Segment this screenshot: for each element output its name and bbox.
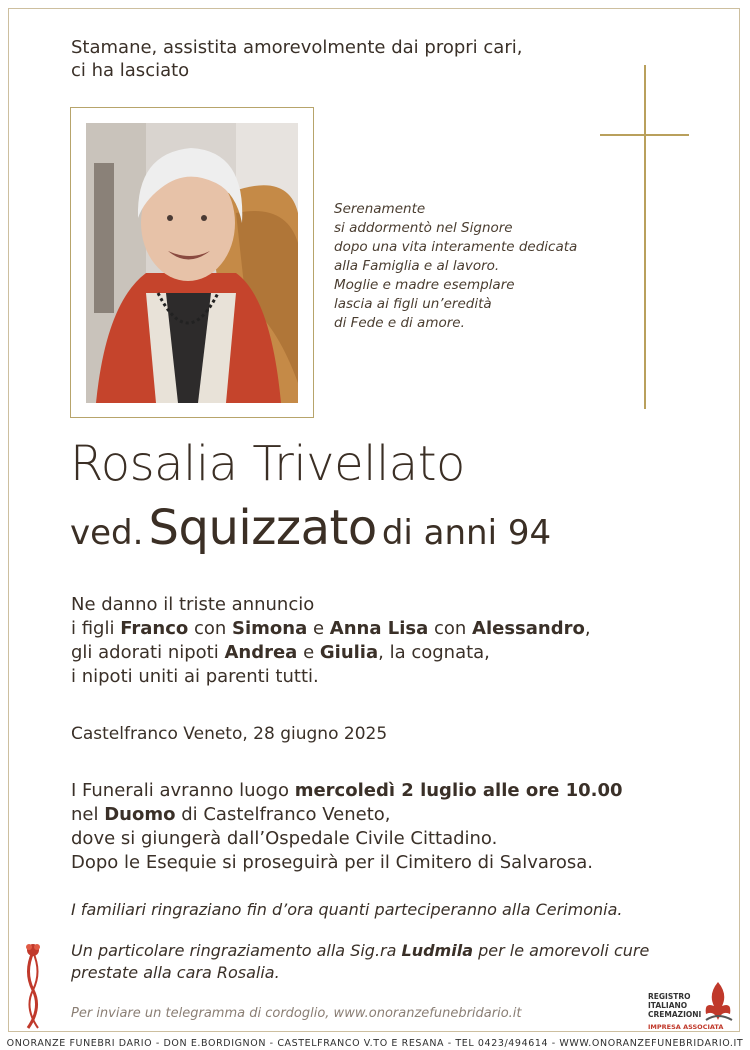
footer-contact: ONORANZE FUNEBRI DARIO - DON E.BORDIGNON - CASTELFRANCO V.TO E RESANA - TEL 0423/494614 - WWW.ONORANZEFUNEBRIDARIO.IT — [6, 1038, 744, 1049]
relative-name: Andrea — [224, 642, 298, 663]
verse-line: lascia ai figli un’eredità — [334, 296, 492, 312]
announcement-line — [71, 617, 591, 641]
relative-name: Giulia — [319, 642, 379, 663]
portrait-illustration — [86, 123, 298, 403]
announcement-text — [71, 593, 591, 689]
text-span: I Funerali avranno luogo — [71, 780, 295, 801]
telegram-link[interactable]: Per inviare un telegramma di cordoglio, www.onoranzefunebridario.it — [71, 1006, 522, 1021]
ved-label: ved. — [70, 513, 144, 553]
text-span: e — [307, 618, 330, 639]
text-span: e — [297, 642, 320, 663]
verse-line: alla Famiglia e al lavoro. — [334, 258, 500, 274]
verse-line: Moglie e madre esemplare — [334, 277, 515, 293]
announcement-line — [71, 641, 591, 665]
deceased-married-name — [70, 500, 551, 556]
place-date: Castelfranco Veneto, 28 giugno 2025 — [71, 724, 388, 744]
intro-line-1: Stamane, assistita amorevolmente dai propri cari, — [71, 37, 523, 58]
thanks-special — [71, 940, 649, 984]
funeral-line: Dopo le Esequie si proseguirà per il Cimitero di Salvarosa. — [71, 852, 594, 873]
portrait-frame — [70, 107, 314, 418]
logo-subtext: IMPRESA ASSOCIATA — [648, 1023, 724, 1031]
relative-name: Anna Lisa — [329, 618, 429, 639]
funeral-line: dove si giungerà dall’Ospedale Civile Cittadino. — [71, 828, 498, 849]
text-span: nel — [71, 804, 105, 825]
deceased-name: Rosalia Trivellato — [70, 436, 465, 492]
intro-line-2: ci ha lasciato — [71, 60, 190, 81]
phoenix-icon — [700, 980, 736, 1024]
thanks-line — [71, 940, 649, 962]
logo-text: ITALIANO — [648, 1001, 688, 1010]
text-span: , la cognata, — [378, 642, 490, 663]
caregiver-name: Ludmila — [401, 941, 473, 960]
funeral-details — [71, 779, 623, 875]
funeral-line — [71, 803, 623, 827]
thanks-line: prestate alla cara Rosalia. — [71, 963, 280, 982]
verse-line: dopo una vita interamente dedicata — [334, 239, 578, 255]
age-label: di anni 94 — [381, 513, 552, 553]
funeral-date-time: mercoledì 2 luglio alle ore 10.00 — [294, 780, 623, 801]
cremation-registry-logo — [644, 978, 742, 1034]
portrait-photo — [86, 123, 298, 403]
announcement-line: i nipoti uniti ai parenti tutti. — [71, 666, 319, 687]
logo-text: CREMAZIONI — [648, 1010, 702, 1019]
verse-line: si addormentò nel Signore — [334, 220, 513, 236]
text-span: , — [584, 618, 591, 639]
funeral-location: Duomo — [104, 804, 176, 825]
logo-text: REGISTRO — [648, 992, 691, 1001]
text-span: gli adorati nipoti — [71, 642, 225, 663]
relative-name: Simona — [232, 618, 308, 639]
text-span: di Castelfranco Veneto, — [175, 804, 391, 825]
verse-line: di Fede e di amore. — [334, 315, 465, 331]
thanks-general: I familiari ringraziano fin d’ora quanti parteciperanno alla Cerimonia. — [71, 900, 623, 919]
text-span: Un particolare ringraziamento alla Sig.ra — [71, 941, 402, 960]
text-span: con — [428, 618, 473, 639]
married-surname: Squizzato — [148, 500, 377, 556]
intro-text — [71, 36, 522, 82]
announcement-line: Ne danno il triste annuncio — [71, 594, 315, 615]
ribbon-flower-icon — [20, 942, 46, 1036]
text-span: per le amorevoli cure — [473, 941, 650, 960]
cross-icon-vertical — [644, 65, 646, 409]
relative-name: Franco — [120, 618, 189, 639]
relative-name: Alessandro — [472, 618, 585, 639]
memorial-verse — [334, 200, 577, 333]
funeral-line — [71, 779, 623, 803]
text-span: con — [188, 618, 233, 639]
verse-line: Serenamente — [334, 201, 426, 217]
text-span: i figli — [71, 618, 121, 639]
cross-icon-horizontal — [600, 134, 689, 136]
